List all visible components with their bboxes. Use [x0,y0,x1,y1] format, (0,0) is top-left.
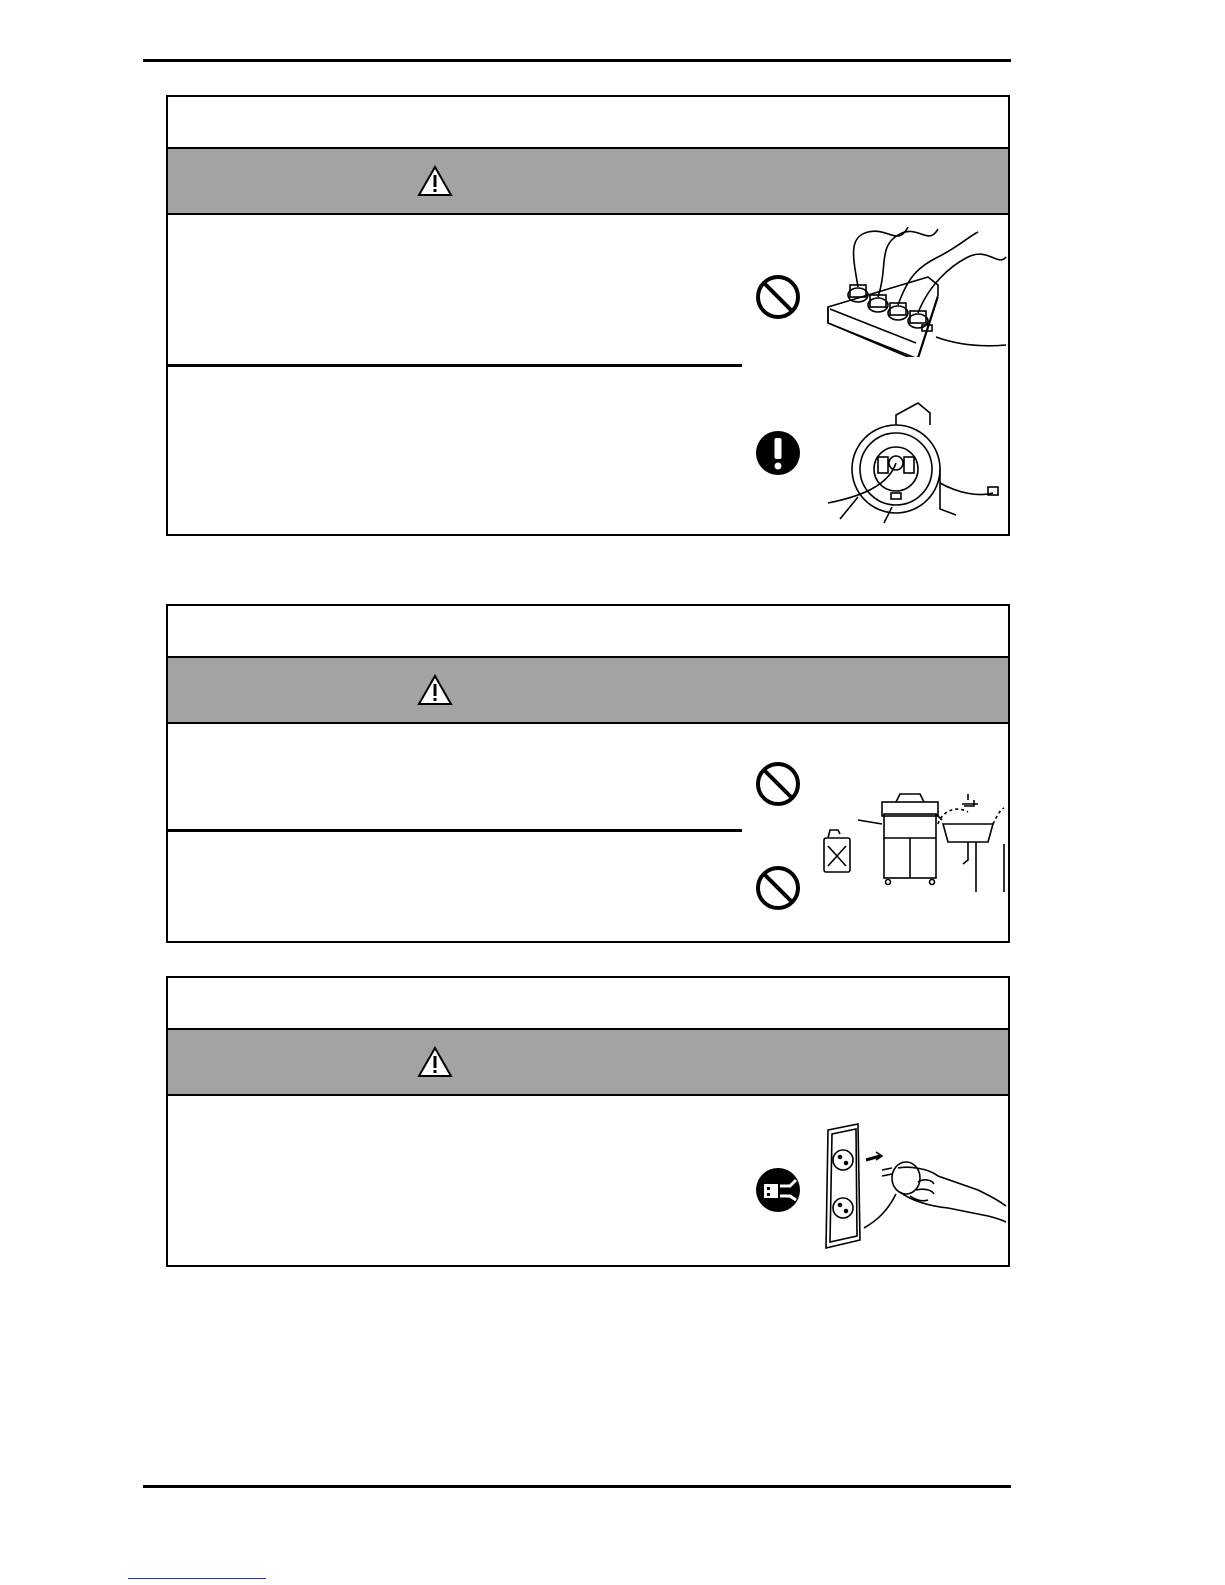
panel-body [168,1096,1008,1265]
unplug-icon [754,1166,802,1214]
warning-band [168,1030,1008,1096]
cable-reel-illustration [818,397,1008,527]
safety-panel-1 [166,95,1010,536]
prohibition-icon [754,864,802,912]
footer-link[interactable] [128,1568,266,1579]
panel-body [168,215,1008,534]
unplug-cord-illustration [818,1120,1008,1250]
prohibition-icon [754,273,802,321]
mandatory-action-icon [754,429,802,477]
warning-triangle-icon [417,1046,453,1078]
panel-title [168,97,1008,149]
panel-title [168,606,1008,658]
panel-body [168,724,1008,941]
row-divider [168,364,742,367]
safety-panel-2 [166,604,1010,943]
prohibition-icon [754,760,802,808]
warning-band [168,149,1008,215]
row-divider [168,829,742,832]
power-strip-illustration [818,227,1008,357]
safety-panel-3 [166,976,1010,1267]
panel-title [168,978,1008,1030]
header-rule [143,59,1011,62]
warning-band [168,658,1008,724]
copier-water-hazard-illustration [818,784,1008,894]
footer-rule [143,1485,1011,1488]
warning-triangle-icon [417,165,453,197]
warning-triangle-icon [417,674,453,706]
